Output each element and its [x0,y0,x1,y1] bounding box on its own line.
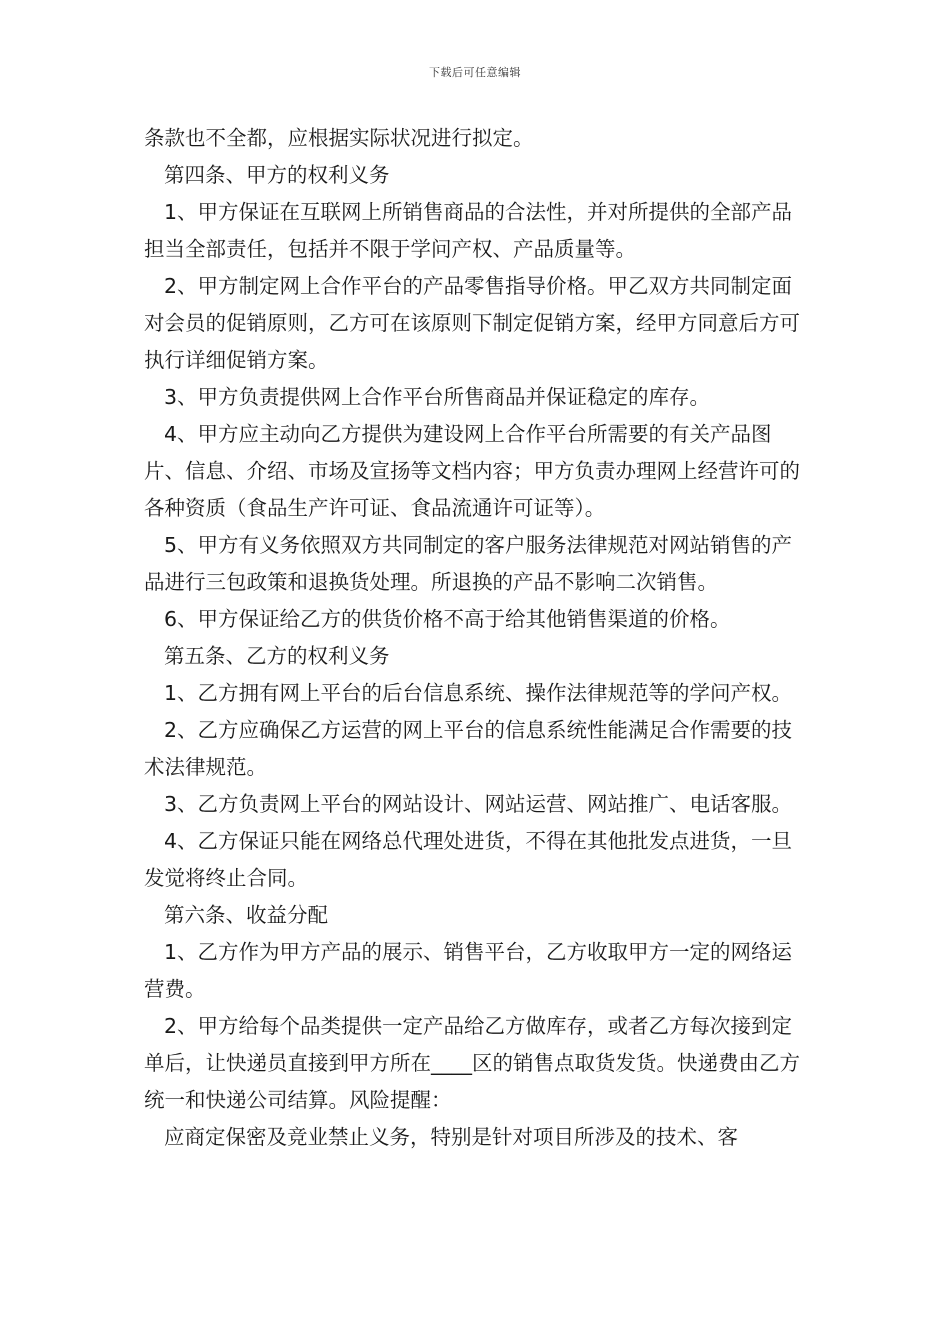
paragraph: 2、甲方给每个品类提供一定产品给乙方做库存，或者乙方每次接到定单后，让快递员直接到甲方所在____区的销售点取货发货。快递费由乙方统一和快递公司结算。风险提醒： [144,1014,800,1112]
paragraph: 1、乙方作为甲方产品的展示、销售平台，乙方收取甲方一定的网络运营费。 [144,940,793,1001]
paragraph: 条款也不全都，应根据实际状况进行拟定。 [144,126,534,150]
paragraph: 1、甲方保证在互联网上所销售商品的合法性，并对所提供的全部产品担当全部责任，包括并不限于学问产权、产品质量等。 [144,200,793,261]
page-header: 下载后可任意编辑 [429,66,521,79]
paragraph: 4、甲方应主动向乙方提供为建设网上合作平台所需要的有关产品图片、信息、介绍、市场及宣扬等文档内容；甲方负责办理网上经营许可的各种资质（食品生产许可证、食品流通许可证等）。 [144,422,800,520]
paragraph: 4、乙方保证只能在网络总代理处进货，不得在其他批发点进货，一旦发觉将终止合同。 [144,829,793,890]
paragraph: 应商定保密及竞业禁止义务，特别是针对项目所涉及的技术、客 [164,1125,738,1149]
paragraph: 3、甲方负责提供网上合作平台所售商品并保证稳定的库存。 [164,385,711,409]
paragraph: 6、甲方保证给乙方的供货价格不高于给其他销售渠道的价格。 [164,607,731,631]
paragraph: 1、乙方拥有网上平台的后台信息系统、操作法律规范等的学问产权。 [164,681,793,705]
section-heading: 第六条、收益分配 [164,903,328,927]
document-body [144,120,809,1156]
paragraph: 2、甲方制定网上合作平台的产品零售指导价格。甲乙双方共同制定面对会员的促销原则，乙方可在该原则下制定促销方案，经甲方同意后方可执行详细促销方案。 [144,274,800,372]
section-heading: 第四条、甲方的权利义务 [164,163,390,187]
paragraph: 2、乙方应确保乙方运营的网上平台的信息系统性能满足合作需要的技术法律规范。 [144,718,793,779]
paragraph: 3、乙方负责网上平台的网站设计、网站运营、网站推广、电话客服。 [164,792,793,816]
section-heading: 第五条、乙方的权利义务 [164,644,390,668]
paragraph: 5、甲方有义务依照双方共同制定的客户服务法律规范对网站销售的产品进行三包政策和退换货处理。所退换的产品不影响二次销售。 [144,533,793,594]
